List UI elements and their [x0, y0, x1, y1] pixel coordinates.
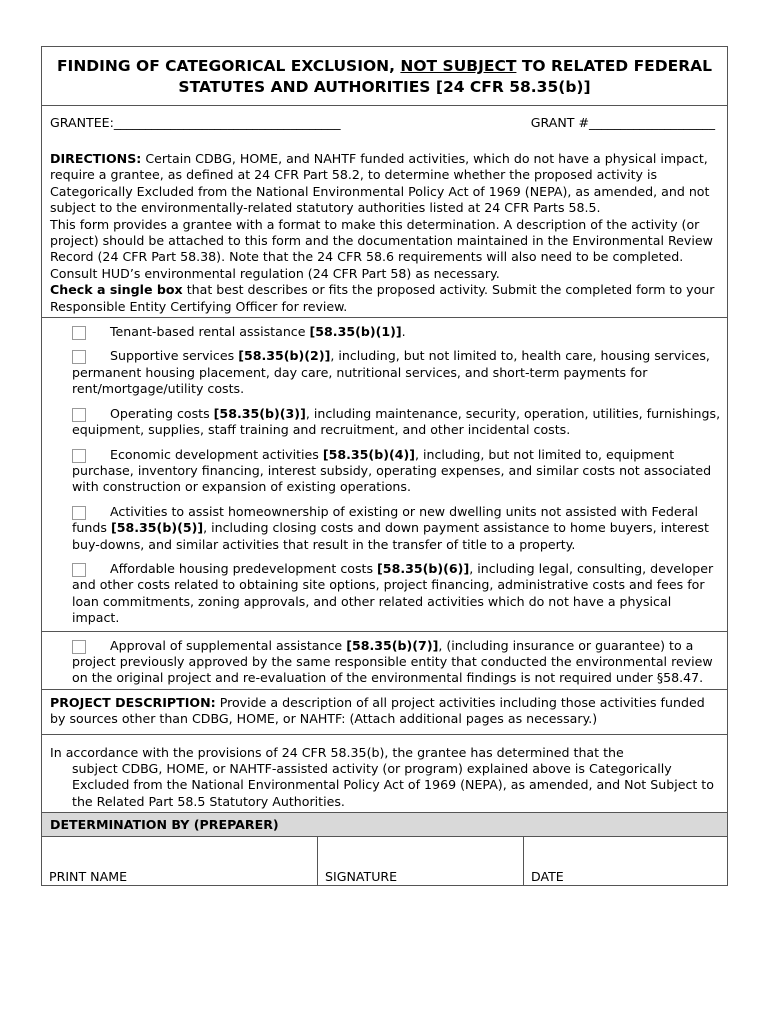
signature-row: [42, 837, 727, 885]
option-2: Supportive services [58.35(b)(2)], including, but not limited to, health care, housing services, permanent housing placement, day care, nutritional services, and short-term payments for rent/mortgage/utility costs.: [72, 348, 710, 397]
option-5: Activities to assist homeownership of existing or new dwelling units not assisted with Federal funds [58.35(b)(5)], including closing costs and down payment assistance to home buyers, interest buy-downs, and similar activities that result in the transfer of title to a property.: [72, 503, 709, 552]
signature-field[interactable]: [318, 837, 524, 885]
form-title: FINDING OF CATEGORICAL EXCLUSION, NOT SUBJECT TO RELATED FEDERAL STATUTES AND AUTHORITIES [24 CFR 58.35(b)]: [42, 47, 727, 106]
directions-section: [42, 106, 727, 318]
option-6: Affordable housing predevelopment costs [58.35(b)(6)], including legal, consulting, developer and other costs related to obtaining site options, project financing, administrative costs and fees for loan commitments, zoning approvals, and other related activities which do not have a physical impact.: [72, 560, 714, 626]
options-group-1: [42, 318, 727, 632]
determination-heading: DETERMINATION BY (PREPARER): [42, 813, 727, 836]
grantee-field[interactable]: GRANTEE:____________________________________: [50, 115, 341, 130]
print-name-label: PRINT NAME: [49, 868, 128, 884]
option-5-checkbox[interactable]: [72, 506, 86, 520]
option-3-checkbox[interactable]: [72, 408, 86, 422]
directions: [42, 137, 727, 317]
options-group-2: [42, 632, 727, 690]
option-4-checkbox[interactable]: [72, 449, 86, 463]
date-label: DATE: [531, 868, 564, 884]
date-field[interactable]: [524, 837, 727, 885]
accordance-line-1: In accordance with the provisions of 24 CFR 58.35(b), the grantee has determined that the: [50, 744, 624, 760]
grantee-row: [42, 106, 727, 137]
signature-label: SIGNATURE: [325, 868, 398, 884]
option-3: Operating costs [58.35(b)(3)], including maintenance, security, operation, utilities, furnishings, equipment, supplies, staff training and recruitment, and other incidental costs.: [72, 405, 721, 438]
accordance-rest: subject CDBG, HOME, or NAHTF-assisted activity (or program) explained above is Categorically Excluded from the National Environmental Policy Act of 1969 (NEPA), as amended, and Not Subject to the Related Part 58.5 Statutory Authorities.: [72, 761, 714, 809]
option-6-checkbox[interactable]: [72, 563, 86, 577]
categorical-exclusion-form: [41, 46, 728, 886]
option-7-checkbox[interactable]: [72, 640, 86, 654]
check-instruction-text: that best describes or fits the proposed activity. Submit the completed form to your Responsible Entity Certifying Officer for review.: [50, 282, 715, 314]
project-description-heading: PROJECT DESCRIPTION:: [50, 694, 216, 710]
project-description[interactable]: [42, 690, 727, 735]
option-1: Tenant-based rental assistance [58.35(b)(1)].: [42, 324, 727, 340]
directions-text-1: Certain CDBG, HOME, and NAHTF funded activities, which do not have a physical impact, require a grantee, as defined at 24 CFR Part 58.2, to determine whether the proposed activity is Categorically Excluded from the National Environmental Policy Act of 1969 (NEPA), as amended, and not subject to the environmentally-related statutory authorities listed at 24 CFR Parts 58.5.: [50, 151, 710, 216]
directions-text-2: This form provides a grantee with a format to make this determination. A description of the activity (or project) should be attached to this form and the documentation maintained in the Environmental Review Record (24 CFR Part 58.38). Note that the 24 CFR 58.6 requirements will also need to be completed. Consult HUD’s environmental regulation (24 CFR Part 58) as necessary.: [50, 216, 713, 281]
directions-heading: DIRECTIONS:: [50, 151, 142, 166]
option-7: Approval of supplemental assistance [58.35(b)(7)], (including insurance or guarantee) to a project previously approved by the same responsible entity that conducted the environmental review on the original project and re-evaluation of the environmental findings is not required under §58.47.: [72, 637, 713, 686]
accordance-statement: [42, 735, 727, 814]
print-name-field[interactable]: [42, 837, 318, 885]
title-underlined: NOT SUBJECT: [400, 57, 517, 75]
grant-number-field[interactable]: GRANT #____________________: [530, 115, 715, 130]
check-instruction-bold: Check a single box: [50, 282, 183, 298]
option-1-checkbox[interactable]: [72, 326, 86, 340]
option-4: Economic development activities [58.35(b)(4)], including, but not limited to, equipment purchase, inventory financing, interest subsidy, operating expenses, and similar costs not associated with construction or expansion of existing operations.: [72, 446, 712, 495]
option-2-checkbox[interactable]: [72, 350, 86, 364]
project-description-text: Provide a description of all project activities including those activities funded by sources other than CDBG, HOME, or NAHTF: (Attach additional pages as necessary.): [50, 694, 705, 727]
